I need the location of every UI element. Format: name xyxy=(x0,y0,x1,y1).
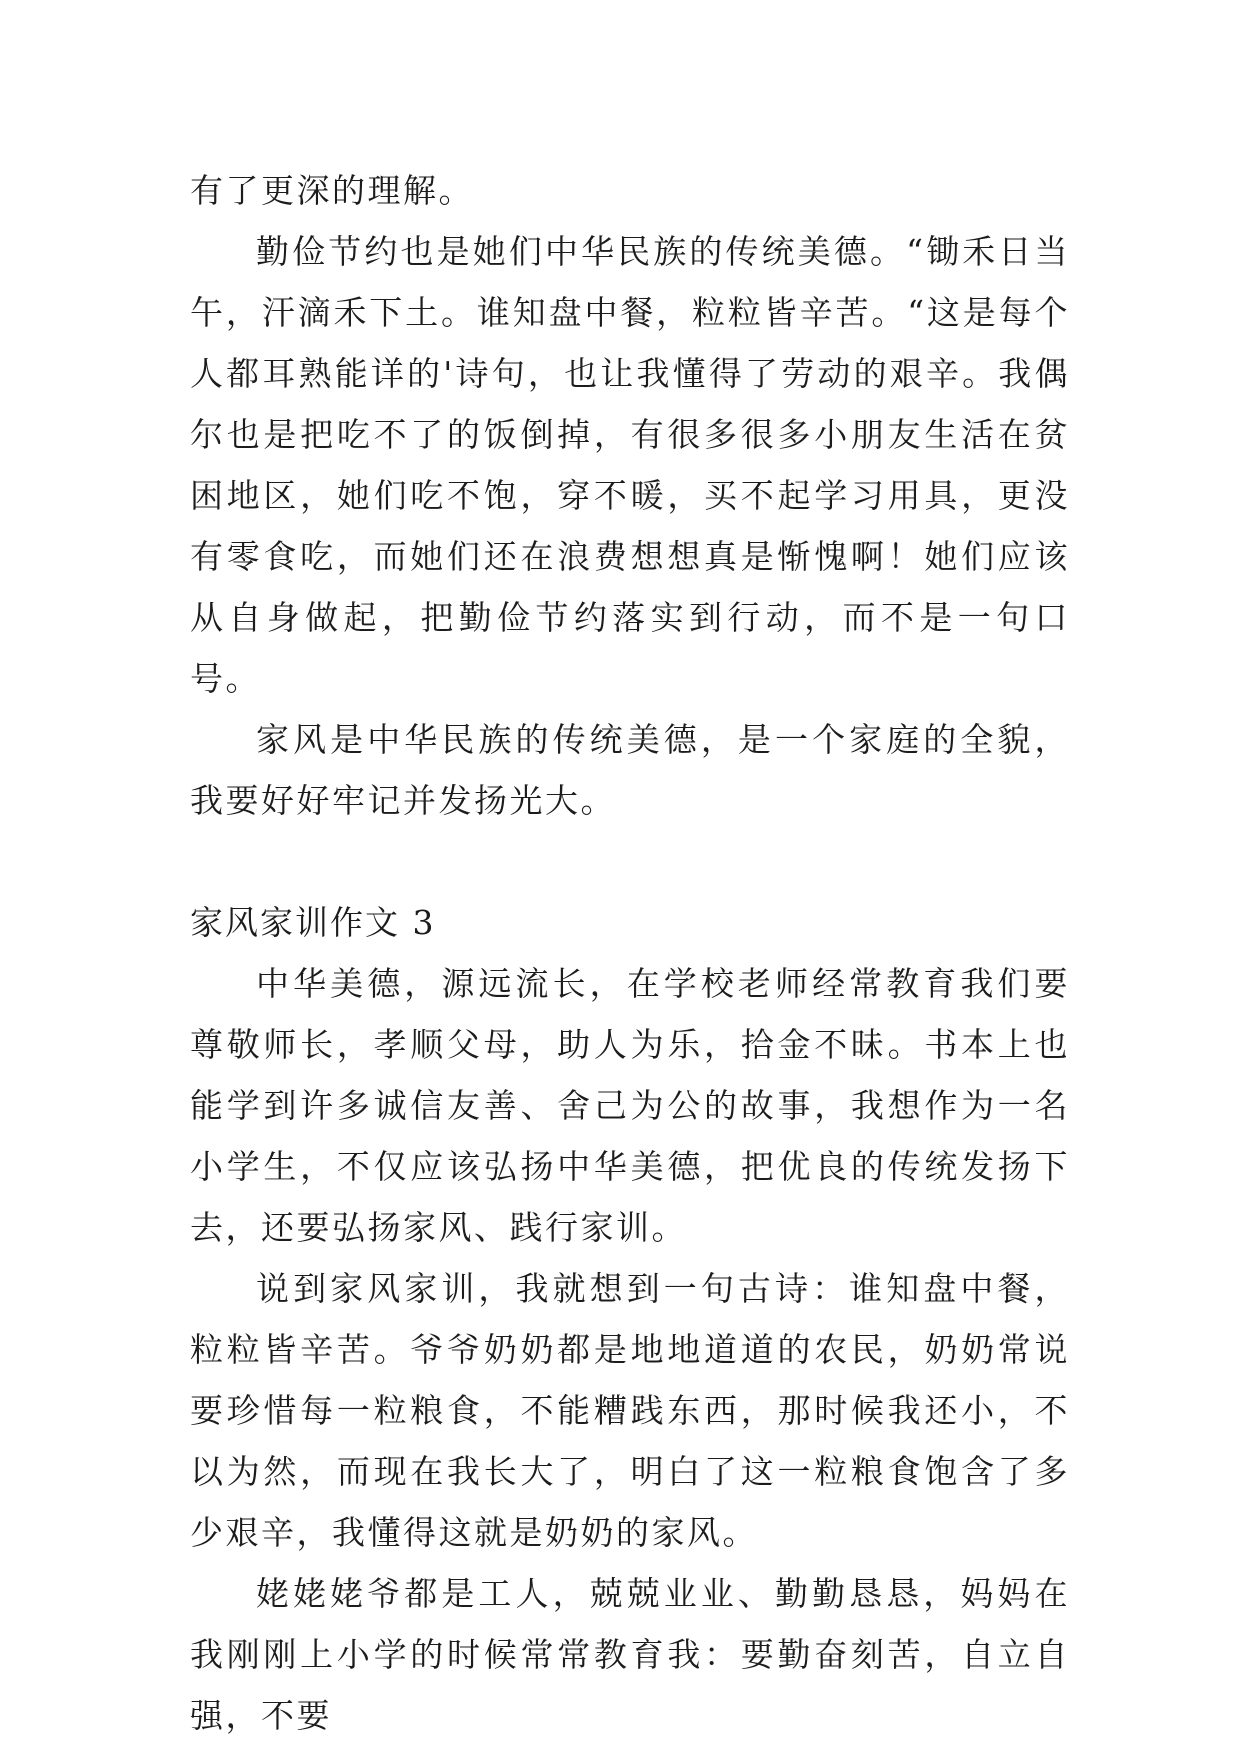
paragraph-chinese-virtues: 中华美德，源远流长，在学校老师经常教育我们要尊敬师长，孝顺父母，助人为乐，拾金不昧。书本上也能学到许多诚信友善、舍己为公的故事，我想作为一名小学生，不仅应该弘扬中华美德，把优良的传统发扬下去，还要弘扬家风、践行家训。 xyxy=(190,964,1070,1247)
paragraph-family-style-conclusion: 家风是中华民族的传统美德，是一个家庭的全貌，我要好好牢记并发扬光大。 xyxy=(190,720,1070,820)
paragraph-continuation: 有了更深的理解。 xyxy=(190,171,474,210)
paragraph-maternal-grandparents: 姥姥姥爷都是工人，兢兢业业、勤勤恳恳，妈妈在我刚刚上小学的时候常常教育我：要勤奋刻苦，自立自强，不要 xyxy=(190,1574,1070,1735)
paragraph-frugality: 勤俭节约也是她们中华民族的传统美德。“锄禾日当午，汗滴禾下土。谁知盘中餐，粒粒皆辛苦。“这是每个人都耳熟能详的'诗句，也让我懂得了劳动的艰辛。我偶尔也是把吃不了的饭倒掉，有很多很多小朋友生活在贫困地区，她们吃不饱，穿不暖，买不起学习用具，更没有零食吃，而她们还在浪费想想真是惭愧啊！她们应该从自身做起，把勤俭节约落实到行动，而不是一句口号。 xyxy=(190,232,1070,698)
paragraph-grandparents: 说到家风家训，我就想到一句古诗：谁知盘中餐，粒粒皆辛苦。爷爷奶奶都是地地道道的农民，奶奶常说要珍惜每一粒粮食，不能糟践东西，那时候我还小，不以为然，而现在我长大了，明白了这一粒粮食饱含了多少艰辛，我懂得这就是奶奶的家风。 xyxy=(190,1269,1070,1552)
document-body xyxy=(190,160,1070,1746)
section-title: 家风家训作文 3 xyxy=(190,903,436,942)
